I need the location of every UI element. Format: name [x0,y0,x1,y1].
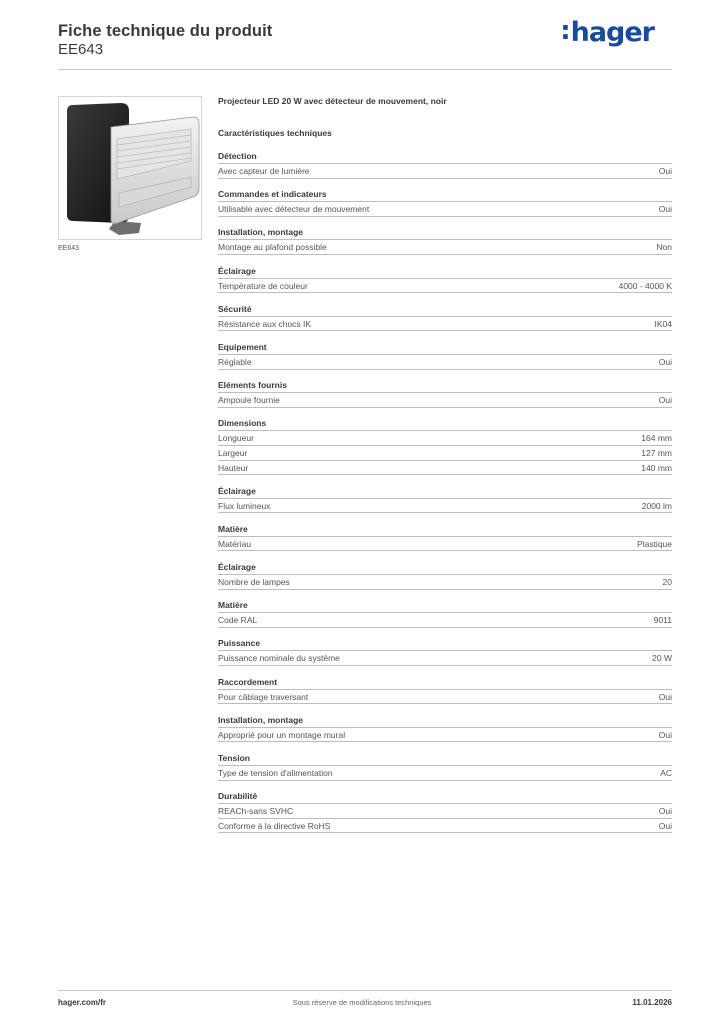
spec-label: Largeur [218,447,248,458]
spec-label: Ampoule fournie [218,395,280,406]
spec-row [218,461,672,476]
spec-value: Non [656,242,672,253]
spec-value: Oui [658,204,672,215]
spec-value: Oui [658,691,672,702]
spec-group-title: Equipement [218,341,672,355]
spec-group [218,226,672,255]
spec-label: Résistance aux chocs IK [218,318,312,329]
spec-row [218,499,672,514]
spec-row [218,819,672,834]
spec-label: Réglable [218,356,252,367]
logo-text: hager [570,17,654,48]
spec-value: Oui [658,820,672,831]
spec-groups [218,150,672,833]
spec-label: Type de tension d'alimentation [218,768,333,778]
spec-row [218,613,672,628]
spec-group [218,561,672,590]
spec-label: Température de couleur [218,280,308,291]
spec-label: Puissance nominale du système [218,653,340,664]
spec-group-title: Éclairage [218,485,672,499]
spec-group-title: Matière [218,523,672,537]
spec-group [218,714,672,743]
spec-row [218,279,672,294]
spec-group [218,676,672,705]
spec-row [218,690,672,705]
spec-group-title: Éclairage [218,561,672,575]
spec-row [218,575,672,590]
spec-value: Plastique [637,538,672,549]
spec-value: AC [660,768,672,778]
spec-label: Matériau [218,538,252,549]
spec-label: Flux lumineux [218,500,271,511]
spec-label: Nombre de lampes [218,577,290,588]
spec-value: 140 mm [641,462,672,473]
product-image [58,96,202,240]
floodlight-illustration [59,97,202,240]
spec-label: Utilisable avec détecteur de mouvement [218,204,370,215]
spec-group [218,637,672,666]
spec-row [218,317,672,332]
hager-logo [560,17,654,48]
spec-group [218,599,672,628]
specs-heading: Caractéristiques techniques [218,128,332,138]
spec-group [218,379,672,408]
spec-group-title: Tension [218,752,672,766]
spec-value: 2000 lm [641,500,672,511]
spec-group [218,485,672,514]
page-header [58,16,672,70]
spec-row [218,804,672,819]
spec-value: Oui [658,729,672,740]
spec-label: Pour câblage traversant [218,691,309,702]
spec-group [218,341,672,370]
spec-sheet [218,96,672,843]
spec-value: 127 mm [641,447,672,458]
spec-value: Oui [658,395,672,406]
spec-group-title: Durabilité [218,790,672,804]
spec-row [218,728,672,743]
spec-group-title: Matière [218,599,672,613]
spec-label: Code RAL [218,615,258,626]
spec-group [218,188,672,217]
spec-group-title: Détection [218,150,672,164]
spec-group-title: Eléments fournis [218,379,672,393]
spec-row [218,446,672,461]
spec-group-title: Installation, montage [218,226,672,240]
spec-row [218,651,672,666]
spec-row [218,393,672,408]
spec-value: 20 [662,577,672,588]
spec-row [218,240,672,255]
product-description: Projecteur LED 20 W avec détecteur de mouvement, noir [218,96,447,106]
footer-website[interactable]: hager.com/fr [58,998,107,1007]
spec-value: Oui [658,356,672,367]
spec-value: 20 W [652,653,672,664]
spec-group [218,265,672,294]
spec-label: Conforme à la directive RoHS [218,820,331,831]
spec-label: Montage au plafond possible [218,242,327,253]
spec-row [218,202,672,217]
spec-row [218,537,672,552]
footer-notice: Sous réserve de modifications techniques [292,998,432,1007]
spec-row [218,355,672,370]
spec-group [218,752,672,781]
spec-value: 164 mm [641,433,672,444]
spec-group-title: Raccordement [218,676,672,690]
spec-group [218,150,672,179]
footer-divider [58,990,672,991]
spec-group-title: Installation, montage [218,714,672,728]
spec-group [218,303,672,332]
image-caption: EE643 [58,245,80,252]
spec-label: Hauteur [218,462,249,473]
spec-group-title: Puissance [218,637,672,651]
header-divider [58,69,672,70]
footer-date: 11.01.2026 [632,998,672,1007]
logo-mark-icon: : [560,16,570,46]
spec-row [218,766,672,781]
spec-group-title: Éclairage [218,265,672,279]
spec-label: Avec capteur de lumière [218,166,310,176]
spec-label: Approprié pour un montage mural [218,729,346,740]
spec-value: 4000 - 4000 K [618,280,672,291]
spec-value: Oui [658,166,672,176]
product-reference: EE643 [58,41,104,58]
spec-row [218,431,672,446]
spec-group-title: Commandes et indicateurs [218,188,672,202]
spec-group [218,790,672,833]
spec-label: Longueur [218,433,254,444]
spec-value: IK04 [654,318,672,329]
spec-label: REACh-sans SVHC [218,806,294,817]
spec-group [218,523,672,552]
spec-group-title: Sécurité [218,303,672,317]
spec-row [218,164,672,179]
document-title: Fiche technique du produit [58,22,273,40]
spec-group-title: Dimensions [218,417,672,431]
spec-group [218,417,672,475]
spec-value: 9011 [653,615,672,626]
spec-value: Oui [658,806,672,817]
